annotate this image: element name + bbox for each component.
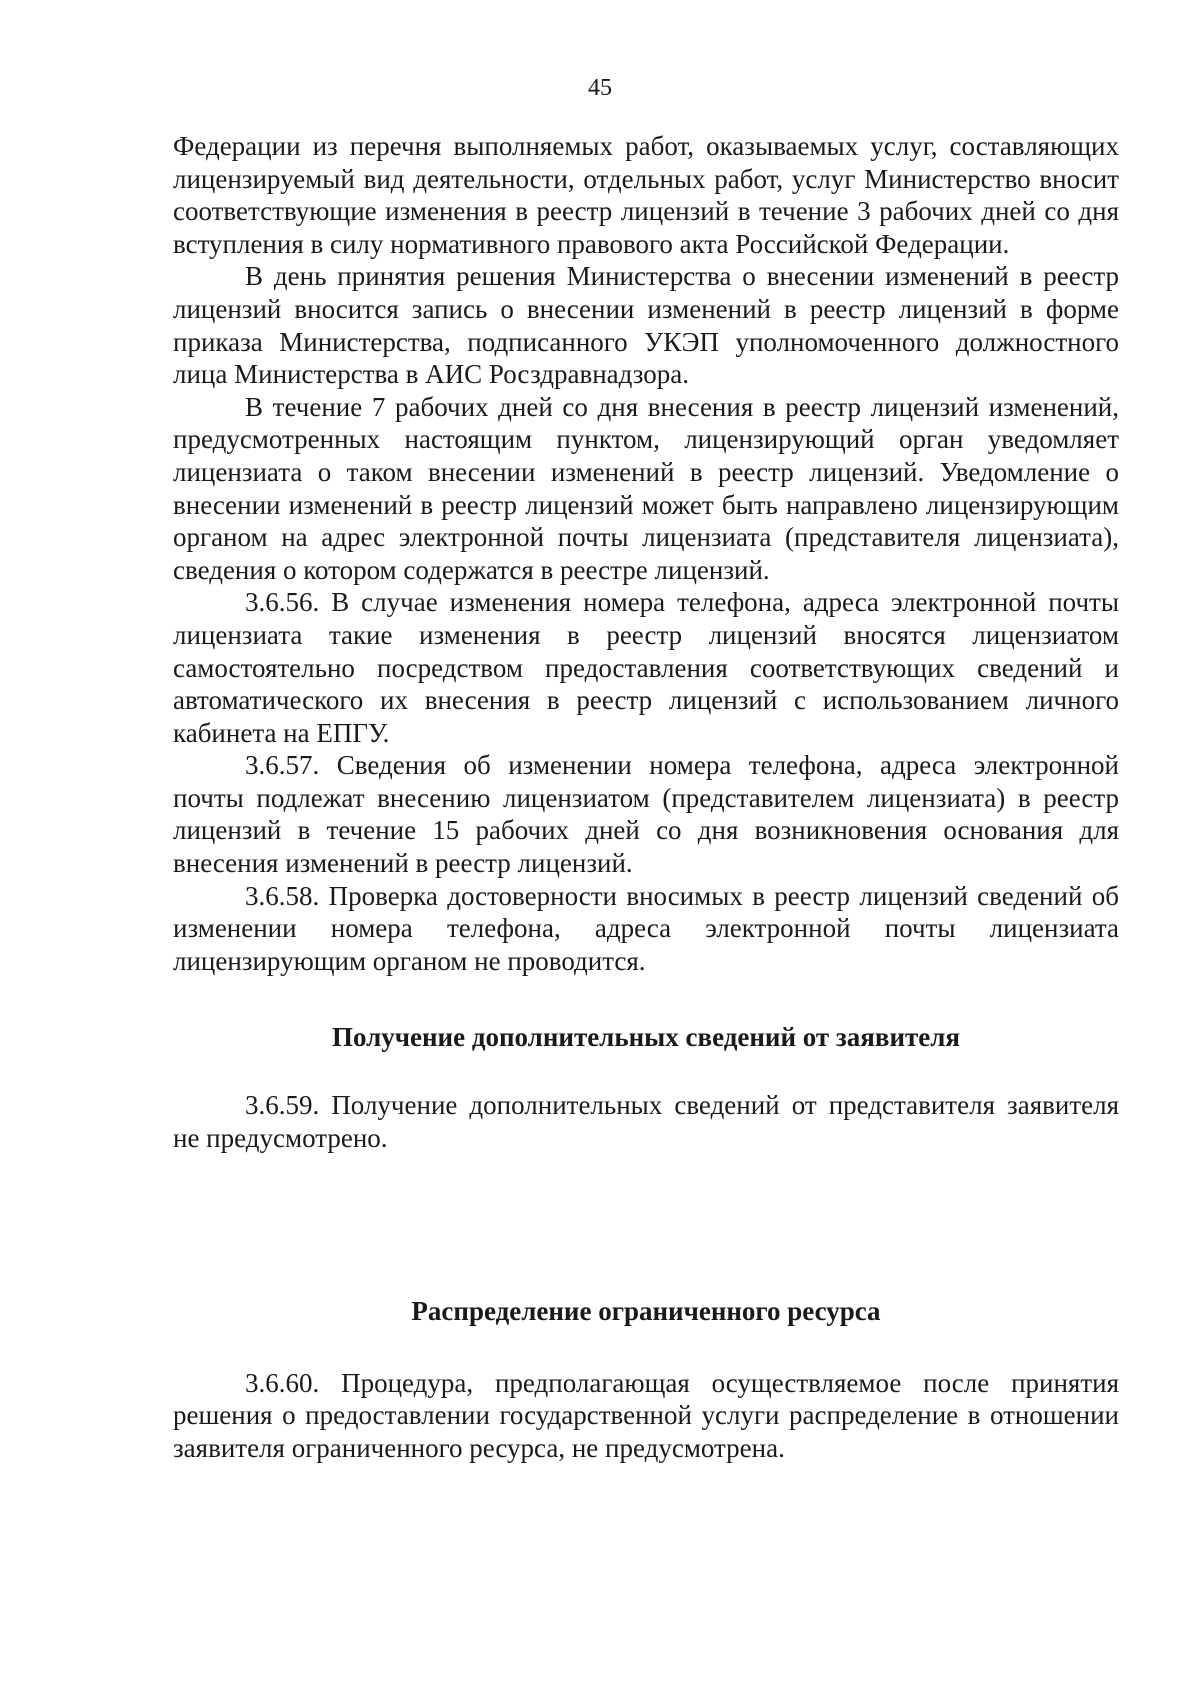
paragraph-3-6-60: 3.6.60. Процедура, предполагающая осуществляемое после принятия решения о предоставлении государственной услуги распределение в отношении заявителя ограниченного ресурса, не предусмотрена. <box>173 1367 1119 1463</box>
section-heading-limited-resource: Распределение ограниченного ресурса <box>411 1295 881 1326</box>
paragraph-notification: В течение 7 рабочих дней со дня внесения в реестр лицензий изменений, предусмотренных настоящим пунктом, лицензирующий орган уведомляет лицензиата о таком внесении изменений в реестр лицензий. Уведомление о внесении изменений в реестр лицензий может быть направлено лицензирующим органом на адрес электронной почты лицензиата (представителя лицензиата), сведения о котором содержатся в реестре лицензий. <box>173 391 1119 585</box>
paragraph-decision-day: В день принятия решения Министерства о внесении изменений в реестр лицензий вносится запись о внесении изменений в реестр лицензий в форме приказа Министерства, подписанного УКЭП уполномоченного должностного лица Министерства в АИС Росздравнадзора. <box>173 261 1119 390</box>
paragraph-continuation: Федерации из перечня выполняемых работ, оказываемых услуг, составляющих лицензируемый вид деятельности, отдельных работ, услуг Министерство вносит соответствующие изменения в реестр лицензий в течение 3 рабочих дней со дня вступления в силу нормативного правового акта Российской Федерации. <box>173 131 1119 259</box>
paragraph-3-6-59: 3.6.59. Получение дополнительных сведений от представителя заявителя не предусмотрено. <box>173 1090 1119 1154</box>
paragraph-3-6-56: 3.6.56. В случае изменения номера телефона, адреса электронной почты лицензиата такие изменения в реестр лицензий вносятся лицензиатом самостоятельно посредством предоставления соответствующих сведений и автоматического их внесения в реестр лицензий с использованием личного кабинета на ЕПГУ. <box>173 587 1119 748</box>
document-body <box>173 130 1119 1464</box>
section-heading-additional-info: Получение дополнительных сведений от заявителя <box>331 1022 961 1053</box>
page-number: 45 <box>588 75 612 101</box>
paragraph-3-6-58: 3.6.58. Проверка достоверности вносимых в реестр лицензий сведений об изменении номера телефона, адреса электронной почты лицензиата лицензирующим органом не проводится. <box>173 880 1119 976</box>
paragraph-3-6-57: 3.6.57. Сведения об изменении номера телефона, адреса электронной почты подлежат внесению лицензиатом (представителем лицензиата) в реестр лицензий в течение 15 рабочих дней со дня возникновения основания для внесения изменений в реестр лицензий. <box>173 750 1119 879</box>
